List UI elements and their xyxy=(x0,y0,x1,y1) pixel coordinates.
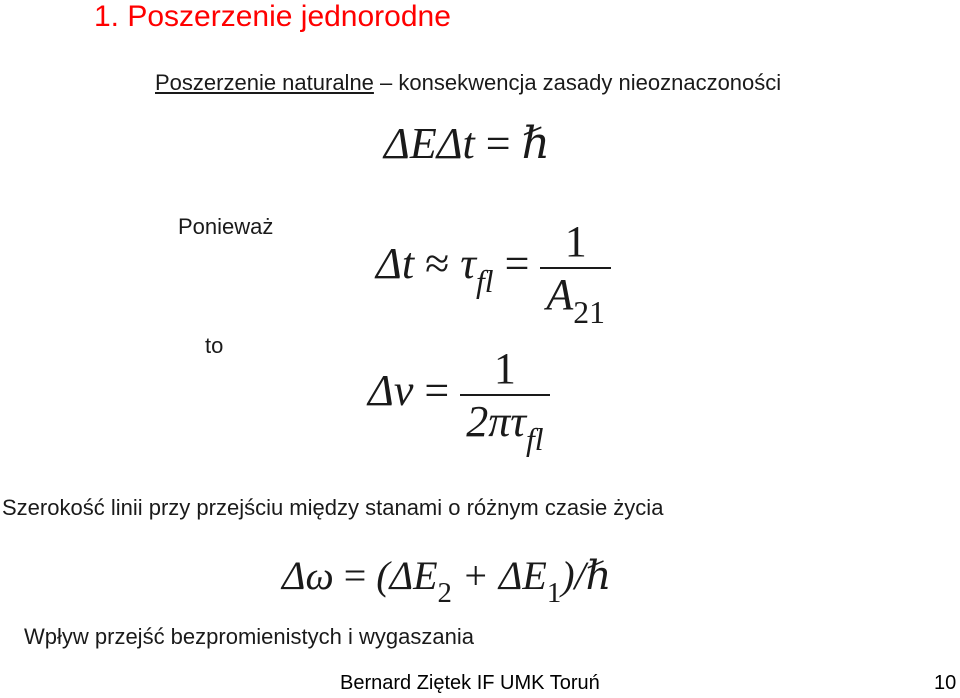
eq2-denominator xyxy=(540,267,611,331)
eq3-fraction xyxy=(460,343,549,458)
label-to: to xyxy=(205,333,224,358)
text-quenching: Wpływ przejść bezpromienistych i wygaszania xyxy=(24,624,474,649)
eq1-equals: = xyxy=(485,119,511,168)
eq1-lhs: ΔEΔt xyxy=(384,119,475,168)
eq2-tau-sub: fl xyxy=(475,264,494,300)
eq4-lhs: Δω xyxy=(282,553,334,598)
footer-author: Bernard Ziętek IF UMK Toruń xyxy=(340,672,600,694)
eq4-plus: + ΔE xyxy=(451,553,547,598)
equation-uncertainty xyxy=(384,118,550,169)
text-linewidth-transition: Szerokość linii przy przejściu między stanami o różnym czasie życia xyxy=(2,495,664,520)
eq2-tau: τ xyxy=(460,239,476,289)
eq3-numerator: 1 xyxy=(493,344,516,393)
label-poniewaz: Ponieważ xyxy=(178,214,274,239)
eq2-den-symbol: A xyxy=(546,270,574,319)
intro-rest: – konsekwencja zasady nieoznaczoności xyxy=(373,70,782,95)
eq2-approx: ≈ xyxy=(425,239,450,289)
eq3-den-sub: fl xyxy=(525,422,544,458)
intro-line xyxy=(155,70,781,96)
intro-underlined: Poszerzenie naturalne xyxy=(155,70,374,95)
page-number: 10 xyxy=(934,672,957,694)
eq4-sub1: 1 xyxy=(546,576,562,609)
eq3-lhs: Δν xyxy=(368,366,414,416)
eq3-equals: = xyxy=(424,366,450,416)
eq2-lhs: Δt xyxy=(376,239,415,289)
eq2-equals: = xyxy=(504,239,530,289)
eq1-rhs: ℏ xyxy=(521,119,550,168)
eq2-numerator: 1 xyxy=(564,217,587,266)
equation-lifetime xyxy=(376,216,611,331)
eq4-close: )/ℏ xyxy=(561,553,612,598)
eq2-den-sub: 21 xyxy=(573,295,605,331)
eq3-den-symbol: 2πτ xyxy=(466,397,526,446)
eq3-denominator xyxy=(460,394,549,458)
equation-omega xyxy=(282,552,612,609)
slide-title: 1. Poszerzenie jednorodne xyxy=(94,0,451,33)
eq2-fraction xyxy=(540,216,611,331)
eq4-equals: = xyxy=(343,553,367,598)
eq4-sub2: 2 xyxy=(437,576,452,609)
equation-linewidth xyxy=(368,343,550,458)
eq4-open: (ΔE xyxy=(376,553,438,598)
